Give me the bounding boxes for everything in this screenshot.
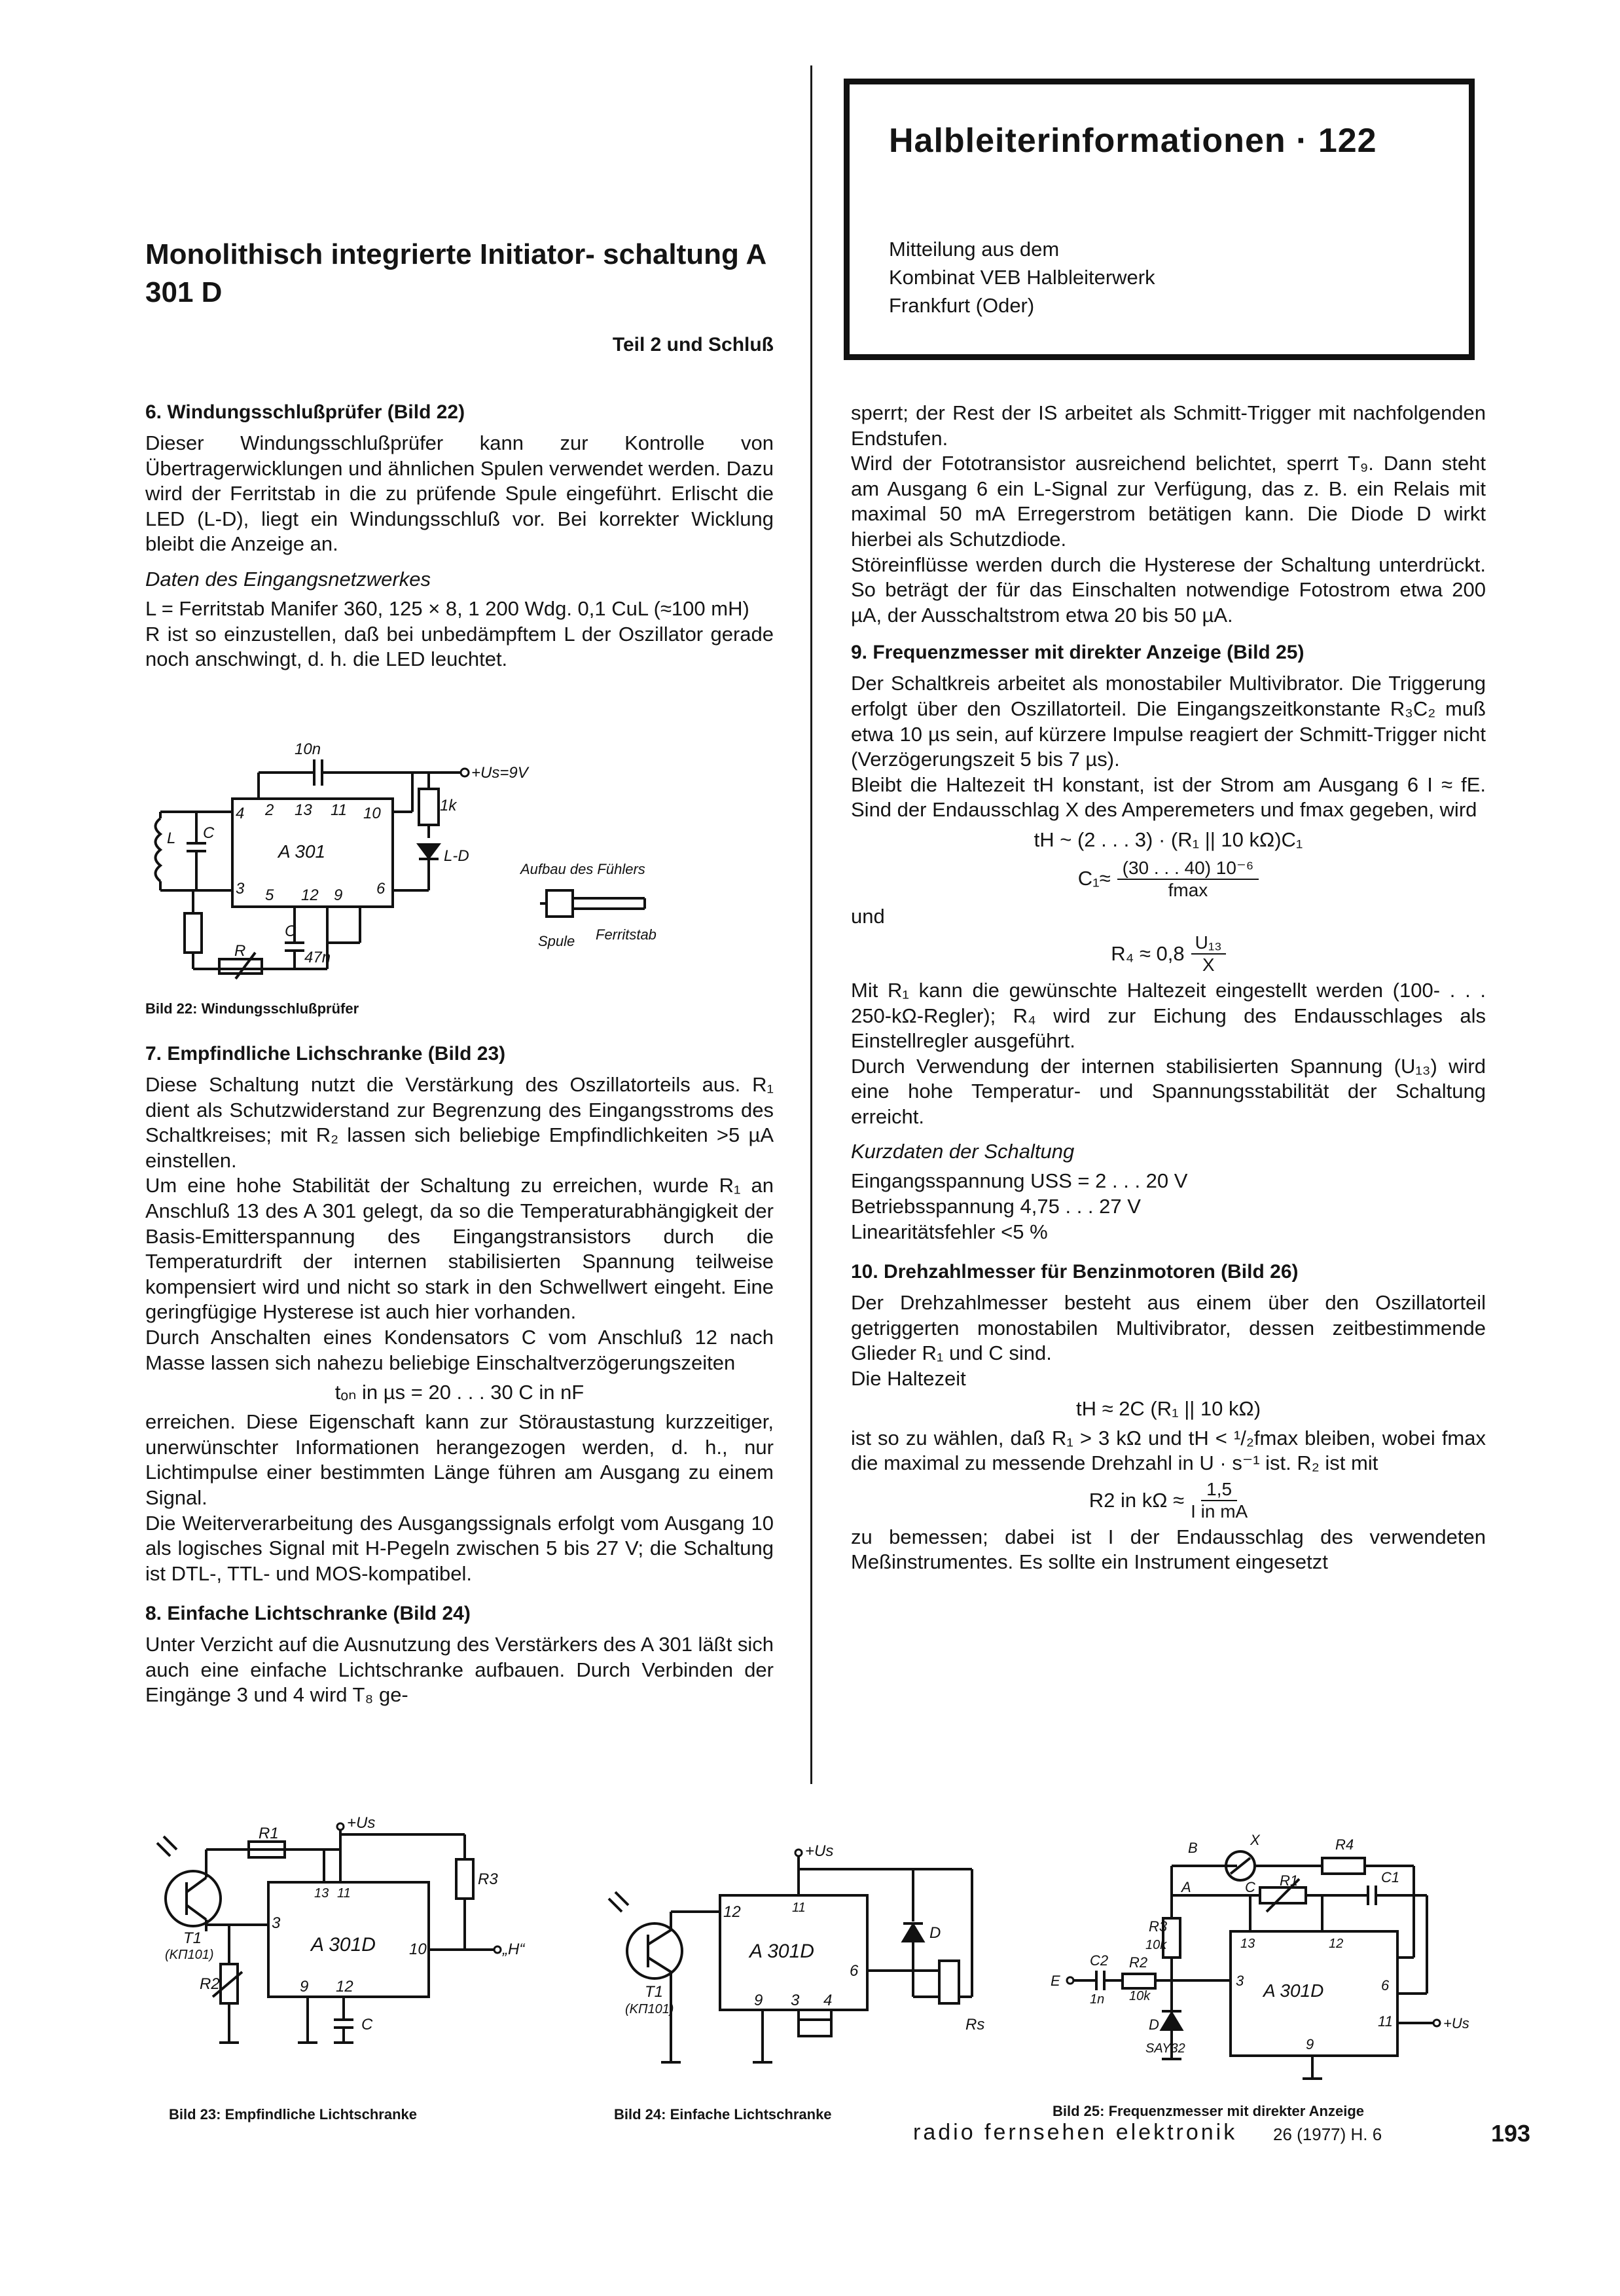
fig25-label: 11 (1378, 2013, 1393, 2030)
section-7-heading: 7. Empfindliche Lichschranke (Bild 23) (145, 1043, 506, 1065)
fig22-label: 2 (265, 801, 274, 819)
fig23-label: 3 (272, 1914, 281, 1932)
section-9-para-1: Der Schaltkreis arbeitet als monostabiler Multivibrator. Die Triggerung erfolgt über den Oszillatorteil. Die Eingangszeitkonstante R₃C₂ muß etwa 10 µs sein, auf kürzere Impulse reagiert der Schmitt-Trigger nicht (Verzögerungszeit 5 bis 7 µs). (851, 672, 1486, 771)
fig25-label: R1 (1280, 1872, 1299, 1889)
fig22-label: 5 (265, 886, 274, 904)
page-number: 193 (1491, 2120, 1531, 2147)
fig24-label: 12 (723, 1903, 741, 1921)
kurzdaten-line-3: Linearitätsfehler <5 % (851, 1220, 1048, 1243)
section-6-para-1: Dieser Windungsschlußprüfer kann zur Kontrolle von Übertragerwicklungen und ähnlichen Spulen verwendet werden. Dazu wird der Ferritstab in die zu prüfende Spule eingeführt. Erlischt die LED (L-D), liegt ein Windungsschluß vor. Bei korrekter Wicklung bleibt die Anzeige an. (145, 431, 774, 556)
fig23-label: 11 (337, 1886, 351, 1901)
section-6-heading: 6. Windungsschlußprüfer (Bild 22) (145, 401, 465, 423)
fig25-label: R4 (1335, 1836, 1354, 1853)
fig25-label: E (1051, 1973, 1060, 1989)
fig24-label: D (929, 1924, 941, 1942)
kurzdaten-line-1: Eingangsspannung USS = 2 . . . 20 V (851, 1169, 1188, 1193)
fig25-label: 9 (1306, 2036, 1314, 2052)
kurzdaten-line-2: Betriebsspannung 4,75 . . . 27 V (851, 1195, 1141, 1218)
fig24-label: (KП101) (625, 2002, 674, 2016)
section-9-heading: 9. Frequenzmesser mit direkter Anzeige (Bild 25) (851, 642, 1305, 664)
fig25-label: C2 (1090, 1952, 1109, 1969)
section-9-para-4: Durch Verwendung der internen stabilisierten Spannung (U₁₃) wird eine hohe Temperatur- und Spannungsstabilität der Schaltung erreicht. (851, 1054, 1486, 1128)
fig25-label: +Us (1443, 2015, 1469, 2032)
fig22-label: +Us=9V (471, 764, 528, 782)
fig24-label: 9 (754, 1992, 763, 2009)
fig25-label: 13 (1240, 1937, 1255, 1951)
formula-th: tH ~ (2 . . . 3) · (R₁ || 10 kΩ)C₁ (1034, 828, 1303, 851)
section-10-para-1: Der Drehzahlmesser besteht aus einem über den Oszillatorteil getriggerten monostabilen Multivibrator, dessen zeitbestimmende Glieder R₁ und C sind. (851, 1291, 1486, 1365)
fig22-label: A 301 (278, 841, 326, 862)
kurzdaten-heading: Kurzdaten der Schaltung (851, 1140, 1075, 1163)
formula-r4-den: X (1202, 954, 1215, 975)
section-6-para-2: L = Ferritstab Manifer 360, 125 × 8, 1 200 Wdg. 0,1 CuL (≈100 mH) (145, 596, 749, 620)
fig25-label: 6 (1381, 1977, 1390, 1994)
formula-r4-num: U₁₃ (1191, 932, 1226, 955)
fig22-label: 3 (236, 880, 245, 898)
section-7-para-3: Durch Anschalten eines Kondensators C vom Anschluß 12 nach Masse lassen sich nahezu beliebige Einschaltverzögerungszeiten (145, 1325, 774, 1374)
fig23-label: A 301D (311, 1934, 376, 1956)
section-7-para-4: erreichen. Diese Eigenschaft kann zur Störaustastung kurzzeitiger, unerwünschter Informationen herangezogen werden, d. h., nur Lichtimpulse einer bestimmten Länge führen am Ausgang zu einem Signal. (145, 1410, 774, 1509)
section-7-para-2: Um eine hohe Stabilität der Schaltung zu erreichen, wurde R₁ an Anschluß 13 des A 301 gelegt, da so die Temperaturabhängigkeit der Basis-Emitterspannung des Eingangstransistors durch die Temperaturdrift der internen stabilisierten Spannung teilweise kompensiert wird und nicht so stark in den Schwellwert eingeht. Eine geringfügige Hysterese ist auch hier vorhanden. (145, 1174, 774, 1324)
formula-r2-lhs: R2 in kΩ ≈ (1089, 1488, 1185, 1512)
formula-c1-lhs: C₁≈ (1077, 867, 1111, 890)
section-8-heading: 8. Einfache Lichtschranke (Bild 24) (145, 1603, 471, 1625)
semiconductor-info-box (844, 79, 1475, 360)
fig24-label: 6 (850, 1962, 859, 1980)
fig22-fuehler-stab: Ferritstab (596, 926, 657, 943)
fig24-circuit (609, 1840, 1028, 2102)
fig25-label: C (1245, 1879, 1255, 1895)
formula-r4-fraction (1191, 932, 1226, 975)
formula-r2-den: I in mA (1191, 1501, 1248, 1522)
fig22-circuit (137, 733, 779, 995)
fig22-label: 10n (295, 740, 321, 758)
fig22-label: L (167, 829, 176, 847)
fig25-label: 1n (1090, 1992, 1105, 2007)
und-text: und (851, 904, 885, 928)
fig22-label: 13 (295, 801, 312, 819)
formula-r2-fraction (1191, 1479, 1248, 1522)
fig23-label: T1 (183, 1929, 202, 1947)
left-column-top (145, 399, 774, 672)
section-8-para-1: Unter Verzicht auf die Ausnutzung des Verstärkers des A 301 läßt sich auch eine einfache Lichtschranke aufbauen. Durch Verbinden der Eingänge 3 und 4 wird T₈ ge- (145, 1633, 774, 1707)
fig25-caption: Bild 25: Frequenzmesser mit direkter Anzeige (1053, 2103, 1364, 2119)
fig25-label: 10k (1129, 1989, 1151, 2003)
section-7-para-5: Die Weiterverarbeitung des Ausgangssignals erfolgt vom Ausgang 10 als logisches Signal mit H-Pegeln zwischen 5 bis 27 V; die Schaltung ist DTL-, TTL- und MOS-kompatibel. (145, 1511, 774, 1585)
section-10-para-4: zu bemessen; dabei ist I der Endausschlag des verwendeten Meßinstrumentes. Es sollte ein Instrument eingesetzt (851, 1525, 1486, 1574)
fig23-label: 10 (409, 1941, 427, 1958)
fig24-label: Rs (965, 2016, 985, 2033)
fig25-label: 12 (1329, 1937, 1344, 1951)
right-para-3: Störeinflüsse werden durch die Hysterese der Schaltung unterdrückt. So beträgt der für das Einschalten notwendige Fotostrom etwa 200 µA, der Ausschaltstrom etwa 20 bis 50 µA. (851, 553, 1486, 627)
info-line-1: Mitteilung aus dem (889, 238, 1060, 261)
formula-th-2: tH ≈ 2C (R₁ || 10 kΩ) (1075, 1396, 1261, 1420)
fig22-label: 6 (376, 880, 386, 898)
formula-r4-lhs: R₄ ≈ 0,8 (1111, 941, 1185, 965)
formula-r2-num: 1,5 (1201, 1479, 1237, 1501)
fig24-label: A 301D (749, 1941, 814, 1962)
fig25-label: A (1181, 1879, 1191, 1895)
fig23-label: 9 (300, 1978, 309, 1995)
right-para-2: Wird der Fototransistor ausreichend belichtet, sperrt T₉. Dann steht am Ausgang 6 ein L-Signal zur Verfügung, das z. B. ein Relais mit maximal 50 mA Erregerstrom betätigen kann. Die Diode D wirkt hierbei als Schutzdiode. (851, 452, 1486, 551)
fig23-label: R2 (200, 1975, 220, 1993)
info-box-source (889, 235, 1155, 319)
fig25-label: X (1250, 1832, 1260, 1848)
fig25-label: D (1149, 2016, 1159, 2033)
fig22-label: 47n (304, 949, 331, 966)
article-part: Teil 2 und Schluß (612, 334, 774, 355)
section-7-para-1: Diese Schaltung nutzt die Verstärkung des Oszillatorteils aus. R₁ dient als Schutzwiderstand zur Begrenzung des Eingangsstroms des Schaltkreises; mit R₂ lassen sich beliebige Empfindlichkeiten >5 µA einstellen. (145, 1073, 774, 1172)
journal-name: radio fernsehen elektronik (913, 2120, 1238, 2145)
fig22-label: 9 (334, 886, 343, 904)
formula-c1-num: (30 . . . 40) 10⁻⁶ (1117, 857, 1259, 880)
fig24-label: 11 (792, 1901, 806, 1915)
fig24-label: 4 (823, 1992, 833, 2009)
fig23-label: +Us (347, 1814, 376, 1832)
fig24-label: T1 (645, 1983, 664, 2001)
info-line-3: Frankfurt (Oder) (889, 294, 1035, 317)
fig23-label: R1 (259, 1825, 279, 1842)
fig25-label: 3 (1236, 1973, 1244, 1989)
fig22-fuehler-spule: Spule (538, 933, 575, 949)
fig22-caption-text: Bild 22: Windungsschlußprüfer (145, 1000, 359, 1017)
section-9-para-2: Bleibt die Haltezeit tH konstant, ist der Strom am Ausgang 6 I ≈ fE. Sind der Endausschlag X des Amperemeters und fmax gegeben, wird (851, 773, 1486, 822)
fig23-label: R3 (478, 1870, 498, 1888)
fig25-label: SAY32 (1145, 2041, 1185, 2056)
fig23-label: C (361, 2016, 373, 2033)
right-para-1: sperrt; der Rest der IS arbeitet als Schmitt-Trigger mit nachfolgenden Endstufen. (851, 401, 1486, 450)
fig25-label: B (1188, 1840, 1198, 1856)
column-divider (810, 65, 812, 1784)
article-title: Monolithisch integrierte Initiator- schaltung A 301 D (145, 238, 766, 308)
fig23-label: „H“ (503, 1941, 525, 1958)
section-10-para-2: Die Haltezeit (851, 1367, 966, 1391)
fig22-fuehler-title: Aufbau des Fühlers (520, 861, 645, 877)
fig24-label: 3 (791, 1992, 800, 2009)
info-line-2: Kombinat VEB Halbleiterwerk (889, 266, 1155, 289)
fig25-circuit (1041, 1827, 1499, 2102)
section-7-formula: tₒₙ in µs = 20 . . . 30 C in nF (334, 1381, 585, 1404)
formula-c1-fraction (1117, 857, 1259, 901)
fig22-label: 12 (301, 886, 319, 904)
fig22-label: 1k (440, 797, 457, 814)
left-column-bottom (145, 1041, 774, 1708)
formula-c1 (851, 857, 1486, 901)
fig25-label: R3 (1149, 1918, 1168, 1935)
fig24-label: +Us (805, 1842, 834, 1860)
fig23-label: 12 (336, 1978, 353, 1995)
fig23-circuit (151, 1814, 556, 2108)
info-box-title: Halbleiterinformationen · 122 (889, 122, 1377, 160)
section-6-para-3: R ist so einzustellen, daß bei unbedämpftem L der Oszillator gerade noch anschwingt, d. h. die LED leuchtet. (145, 622, 774, 671)
fig22-label: 10 (363, 805, 381, 822)
fig23-caption: Bild 23: Empfindliche Lichtschranke (169, 2106, 417, 2123)
fig22-label: C (203, 824, 215, 842)
section-6-subheading: Daten des Eingangsnetzwerkes (145, 567, 431, 591)
fig25-label: C1 (1381, 1869, 1400, 1886)
formula-c1-den: fmax (1168, 879, 1208, 900)
fig22-label: L-D (444, 847, 469, 865)
fig24-caption: Bild 24: Einfache Lichtschranke (614, 2106, 832, 2123)
section-10-heading: 10. Drehzahlmesser für Benzinmotoren (Bild 26) (851, 1261, 1299, 1283)
fig22-label: 4 (236, 805, 245, 822)
journal-issue: 26 (1977) H. 6 (1273, 2124, 1382, 2144)
section-10-para-3: ist so zu wählen, daß R₁ > 3 kΩ und tH < ¹/₂fmax bleiben, wobei fmax die maximal zu messende Drehzahl in U · s⁻¹ ist. R₂ ist mit (851, 1426, 1486, 1475)
formula-r4 (851, 932, 1486, 975)
fig22-label: C (285, 922, 297, 940)
formula-r2 (851, 1479, 1486, 1522)
section-9-para-3: Mit R₁ kann die gewünschte Haltezeit eingestellt werden (100- . . . 250-kΩ-Regler); R₄ wird zur Eichung des Endausschlages als Einstellregler ausgeführt. (851, 978, 1486, 1053)
fig25-label: 10k (1145, 1938, 1167, 1952)
fig23-label: (KП101) (165, 1948, 214, 1962)
right-column (851, 401, 1486, 1575)
fig25-label: R2 (1129, 1954, 1148, 1971)
fig23-label: 13 (314, 1886, 329, 1901)
fig22-label: R (234, 942, 246, 960)
fig22-label: 11 (331, 801, 347, 819)
fig25-label: A 301D (1263, 1980, 1324, 2001)
